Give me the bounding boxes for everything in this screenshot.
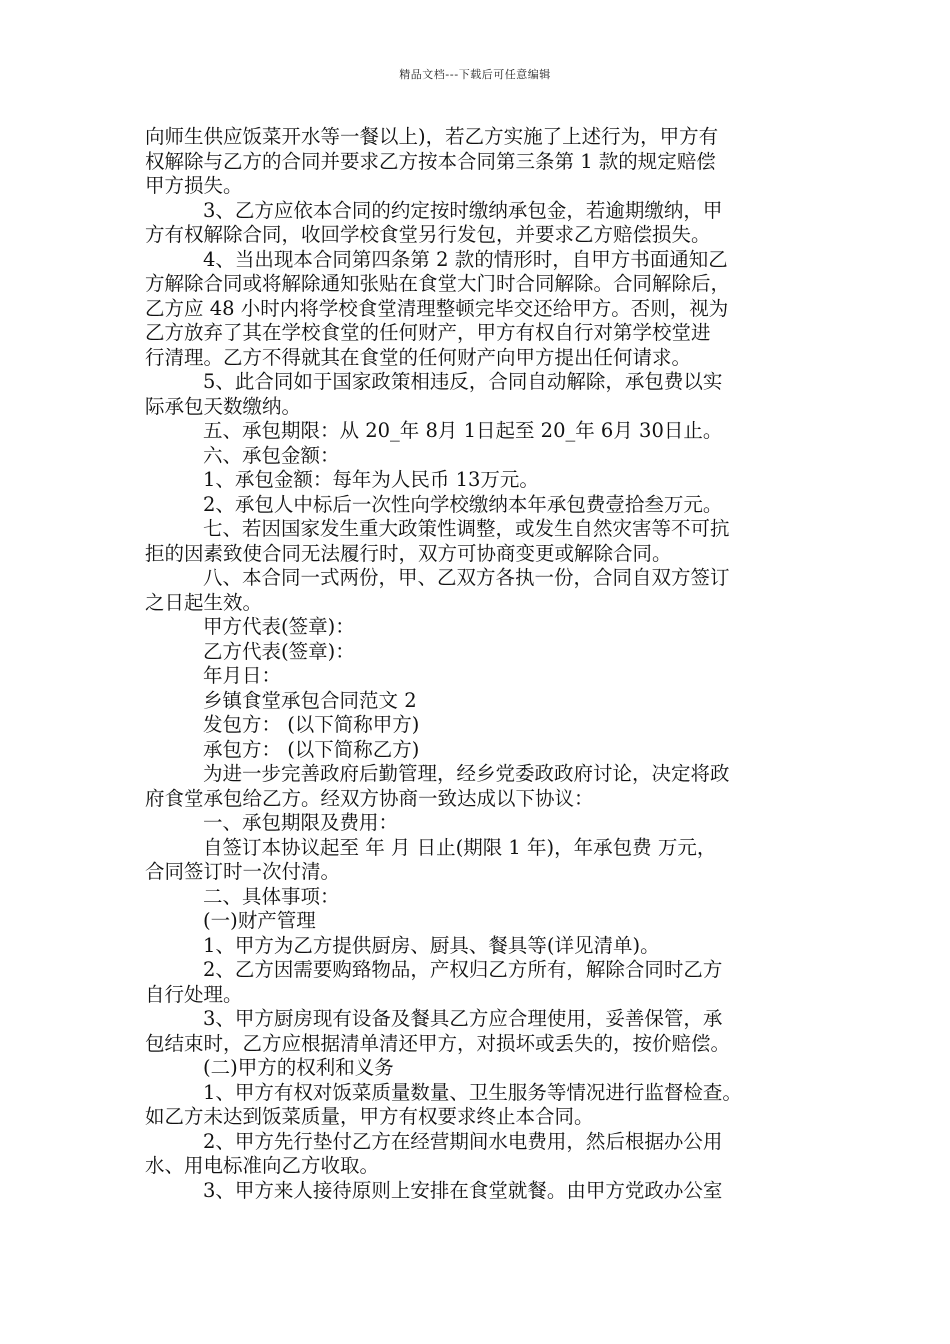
text-line: 2、承包人中标后一次性向学校缴纳本年承包费壹拾叁万元。	[203, 492, 723, 516]
text-line: 自签订本协议起至 年 月 日止(期限 1 年)，年承包费 万元，	[203, 835, 717, 859]
text-line: 之日起生效。	[145, 590, 263, 614]
text-line: 乡镇食堂承包合同范文 2	[203, 688, 417, 712]
text-line: (二)甲方的权利和义务	[203, 1056, 394, 1079]
page-header: 精品文档---下载后可任意编辑	[399, 68, 551, 81]
text-line: 1、甲方有权对饭菜质量数量、卫生服务等情况进行监督检查。	[203, 1080, 742, 1104]
text-line: 向师生供应饭菜开水等一餐以上)，若乙方实施了上述行为，甲方有	[145, 125, 719, 148]
text-line: 甲方损失。	[145, 174, 243, 197]
text-line: 4、当出现本合同第四条第 2 款的情形时，自甲方书面通知乙	[203, 247, 728, 271]
text-line: 府食堂承包给乙方。经双方协商一致达成以下协议：	[145, 786, 594, 810]
text-line: 甲方代表(签章)：	[203, 615, 355, 638]
text-line: 际承包天数缴纳。	[145, 394, 302, 418]
text-line: 权解除与乙方的合同并要求乙方按本合同第三条第 1 款的规定赔偿	[145, 149, 716, 173]
text-line: 乙方放弃了其在学校食堂的任何财产，甲方有权自行对第学校堂进	[145, 321, 711, 344]
text-line: 3、甲方来人接待原则上安排在食堂就餐。由甲方党政办公室	[203, 1178, 723, 1202]
text-line: 七、若因国家发生重大政策性调整，或发生自然灾害等不可抗	[203, 517, 730, 540]
document-body	[145, 125, 815, 1203]
text-line: 2、乙方因需要购臵物品，产权归乙方所有，解除合同时乙方	[203, 958, 723, 981]
text-line: 拒的因素致使合同无法履行时，双方可协商变更或解除合同。	[145, 541, 672, 565]
text-line: 3、乙方应依本合同的约定按时缴纳承包金，若逾期缴纳，甲	[203, 198, 723, 222]
text-line: 发包方： (以下简称甲方)	[203, 713, 420, 736]
text-line: 3、甲方厨房现有设备及餐具乙方应合理使用，妥善保管，承	[203, 1007, 723, 1030]
text-line: 乙方应 48 小时内将学校食堂清理整顿完毕交还给甲方。否则，视为	[145, 296, 729, 320]
text-line: 五、承包期限：从 20_年 8月 1日起至 20_年 6月 30日止。	[203, 419, 723, 442]
text-line: 行清理。乙方不得就其在食堂的任何财产向甲方提出任何请求。	[145, 345, 692, 369]
text-line: 一、承包期限及费用：	[203, 811, 399, 834]
text-line: 合同签订时一次付清。	[145, 860, 341, 883]
text-line: 方有权解除合同，收回学校食堂另行发包，并要求乙方赔偿损失。	[145, 223, 711, 246]
text-line: 二、具体事项：	[203, 884, 340, 908]
text-line: 5、此合同如于国家政策相违反，合同自动解除，承包费以实	[203, 370, 723, 393]
text-line: 水、用电标准向乙方收取。	[145, 1154, 380, 1177]
text-line: 八、本合同一式两份，甲、乙双方各执一份，合同自双方签订	[203, 566, 730, 589]
text-line: (一)财产管理	[203, 909, 316, 932]
text-line: 如乙方未达到饭菜质量，甲方有权要求终止本合同。	[145, 1105, 594, 1128]
text-line: 承包方： (以下简称乙方)	[203, 737, 420, 761]
text-line: 包结束时，乙方应根据清单清还甲方，对损坏或丢失的，按价赔偿。	[145, 1031, 731, 1055]
text-line: 六、承包金额：	[203, 443, 340, 467]
text-line: 年月日：	[203, 664, 282, 687]
text-line: 方解除合同或将解除通知张贴在食堂大门时合同解除。合同解除后，	[145, 272, 731, 295]
text-line: 1、承包金额：每年为人民币 13万元。	[203, 468, 539, 491]
text-line: 1、甲方为乙方提供厨房、厨具、餐具等(详见清单)。	[203, 933, 660, 957]
text-line: 自行处理。	[145, 982, 243, 1006]
text-line: 为进一步完善政府后勤管理，经乡党委政政府讨论，决定将政	[203, 762, 730, 785]
text-line: 乙方代表(签章)：	[203, 639, 355, 663]
text-line: 2、甲方先行垫付乙方在经营期间水电费用，然后根据办公用	[203, 1129, 723, 1153]
